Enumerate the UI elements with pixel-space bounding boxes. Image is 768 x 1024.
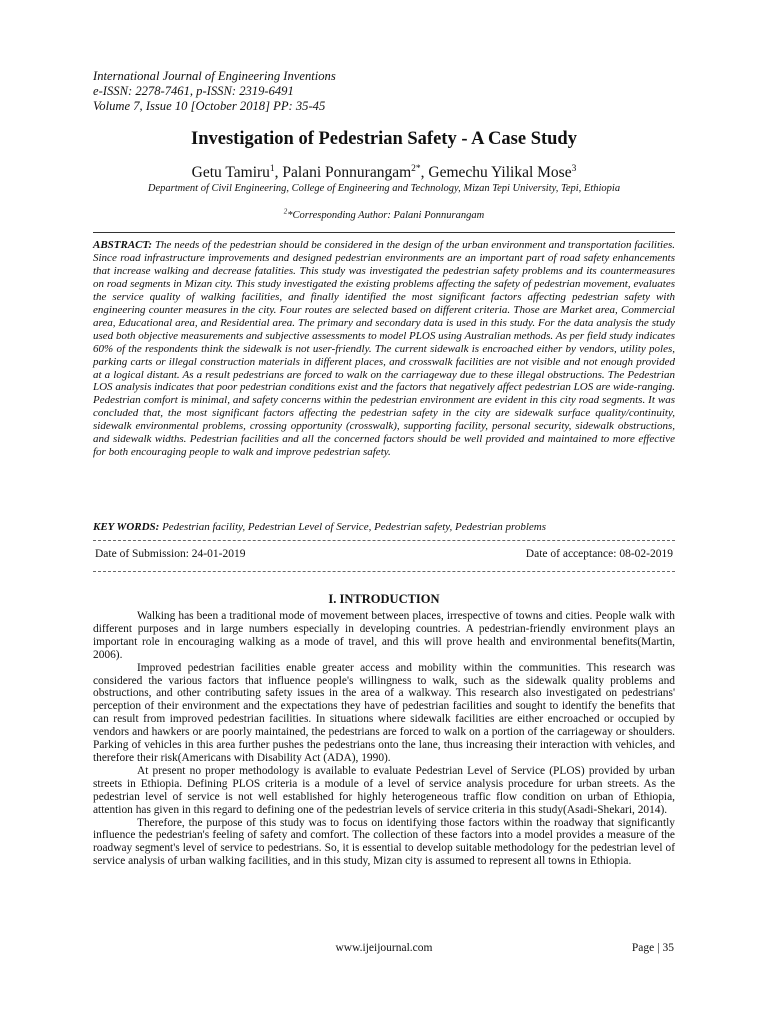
submission-date: Date of Submission: 24-01-2019 <box>95 548 246 560</box>
page-number: 35 <box>662 942 674 954</box>
paragraph: Walking has been a traditional mode of movement between places, irrespective of towns and cities. People walk with different purposes and in large numbers especially in developing countries. A pedestrian-friendly environment plays an important role in encouraging walking as a mode of travel, and this will prove health and environmental benefits(Martin, 2006). <box>93 610 675 661</box>
keywords <box>93 521 675 534</box>
author-name: Getu Tamiru <box>191 164 270 181</box>
keywords-label: KEY WORDS: <box>93 521 160 533</box>
journal-header <box>93 69 693 114</box>
author-affiliation-mark: 3 <box>571 163 577 174</box>
corresponding-text: *Corresponding Author: Palani Ponnurangam <box>287 210 485 221</box>
section-heading-introduction: I. INTRODUCTION <box>328 592 440 606</box>
author-affiliation-mark: 1 <box>269 163 275 174</box>
abstract-label: ABSTRACT: <box>93 239 153 251</box>
abstract-top-rule <box>93 232 675 233</box>
author-separator: , <box>274 164 283 181</box>
keywords-text: Pedestrian facility, Pedestrian Level of Service, Pedestrian safety, Pedestrian problems <box>162 521 546 533</box>
abstract <box>93 239 675 459</box>
page-label: Page <box>631 942 655 954</box>
paragraph: Improved pedestrian facilities enable greater access and mobility within the communities. This research was considered the various factors that influence people's willingness to walk, such as the sidewalk quality problems and obstructions, and other contributing safety issues in the area of a walkway. This research also investigated on pedestrians' perception of their environment and the expectations they have of pedestrian facilities and sought to identify the benefits that can result from improved pedestrian facilities. In situations where sidewalk facilities are either encroached or occupied by vendors and hawkers or are poorly maintained, the pedestrians are forced to walk on a portion of the carriageway or shoulders. Parking of vehicles in this area further pushes the pedestrians onto the lane, thus increasing their interaction with vehicles, and therefore their risk(Americans with Disability Act (ADA), 1990). <box>93 661 675 764</box>
acceptance-date: Date of acceptance: 08-02-2019 <box>525 548 673 560</box>
journal-name: International Journal of Engineering Inventions <box>93 69 336 83</box>
footer-page-number <box>632 941 674 955</box>
introduction-body <box>93 610 675 868</box>
abstract-text: The needs of the pedestrian should be considered in the design of the urban environment and transportation facilities. Since road infrastructure improvements and designed pedestrian environments are an important part of road safety enhancements that increase walking and decrease fatalities. This study was investigated the pedestrian safety problems and its countermeasures on road segments in Mizan city. This study investigated the existing problems affecting the safety of pedestrian movement, evaluates the service quality of walking facilities, and finally identified the most significant factors affecting pedestrian safety with engineering counter measures in the city. Four routes are selected based on different criteria. Those are Market area, Commercial area, Educational area, and Residential area. The primary and secondary data is used in this study. For the data analysis the study used both objective measurements and subjective assessments to model PLOS using Australian methods. As per field study indicates 60% of the respondents think the sidewalk is not user-friendly. The current sidewalk is encroached either by vendors, utility poles, parking carts or illegal construction materials in different places, and crosswalk facilities are not visible and not enough provided at a logical distant. As a result pedestrians are forced to walk on the carriageway due to these illegal obstructions. The Pedestrian LOS analysis indicates that poor pedestrian conditions exist and the factors that negatively affect pedestrian LOS are wide-ranging. Pedestrian comfort is minimal, and safety concerns within the pedestrian environment are evident in this city road segments. It was concluded that, the most significant factors affecting the pedestrian safety in the city are sidewalk surface quality/continuity, sidewalk environmental problems, crossing opportunity (crosswalk), supporting facility, personal security, sidewalk obstructions, and sidewalk widths. Pedestrian facilities and all the concerned factors should be well provided and maintained to more effective for both encouraging people to walk and improve pedestrian safety. <box>93 239 675 459</box>
dashed-divider-bottom <box>93 571 675 572</box>
author-affiliation-mark: 2* <box>411 163 421 174</box>
paragraph: At present no proper methodology is available to evaluate Pedestrian Level of Service (PLOS) provided by urban streets in Ethiopia. Defining PLOS criteria is a module of a level of service analysis procedure for urban streets. As the pedestrian level of service is not well established for highly heterogeneous traffic flow condition on urban of Ethiopia, attention has given in this regard to defining one of the pedestrian levels of service criteria in this study(Asadi-Shekari, 2014). <box>93 764 675 816</box>
author-name: Palani Ponnurangam <box>282 164 412 181</box>
footer-website: www.ijeijournal.com <box>335 942 433 954</box>
author-name: Gemechu Yilikal Mose <box>428 164 572 181</box>
author-list <box>60 163 708 182</box>
paper-title: Investigation of Pedestrian Safety - A Case Study <box>191 129 577 149</box>
corresponding-author <box>60 209 708 222</box>
paragraph: Therefore, the purpose of this study was to focus on identifying those factors within the roadway that significantly influence the pedestrian's feeling of safety and comfort. The collection of these factors into a model provides a measure of the roadway segment's level of service to pedestrians. So, it is essential to develop suitable methodology for the pedestrian level of service analysis of urban walking facilities, and in this study, Mizan city is assumed to represent all towns in Ethiopia. <box>93 816 675 868</box>
author-separator: , <box>420 164 429 181</box>
journal-issn: e-ISSN: 2278-7461, p-ISSN: 2319-6491 <box>93 84 294 98</box>
corresponding-mark: 2 <box>283 207 288 216</box>
page-separator: | <box>657 942 660 954</box>
dashed-divider-top <box>93 540 675 541</box>
author-affiliation: Department of Civil Engineering, College of Engineering and Technology, Mizan Tepi University, Tepi, Ethiopia <box>147 183 621 194</box>
journal-volume: Volume 7, Issue 10 [October 2018] PP: 35-45 <box>93 99 326 113</box>
